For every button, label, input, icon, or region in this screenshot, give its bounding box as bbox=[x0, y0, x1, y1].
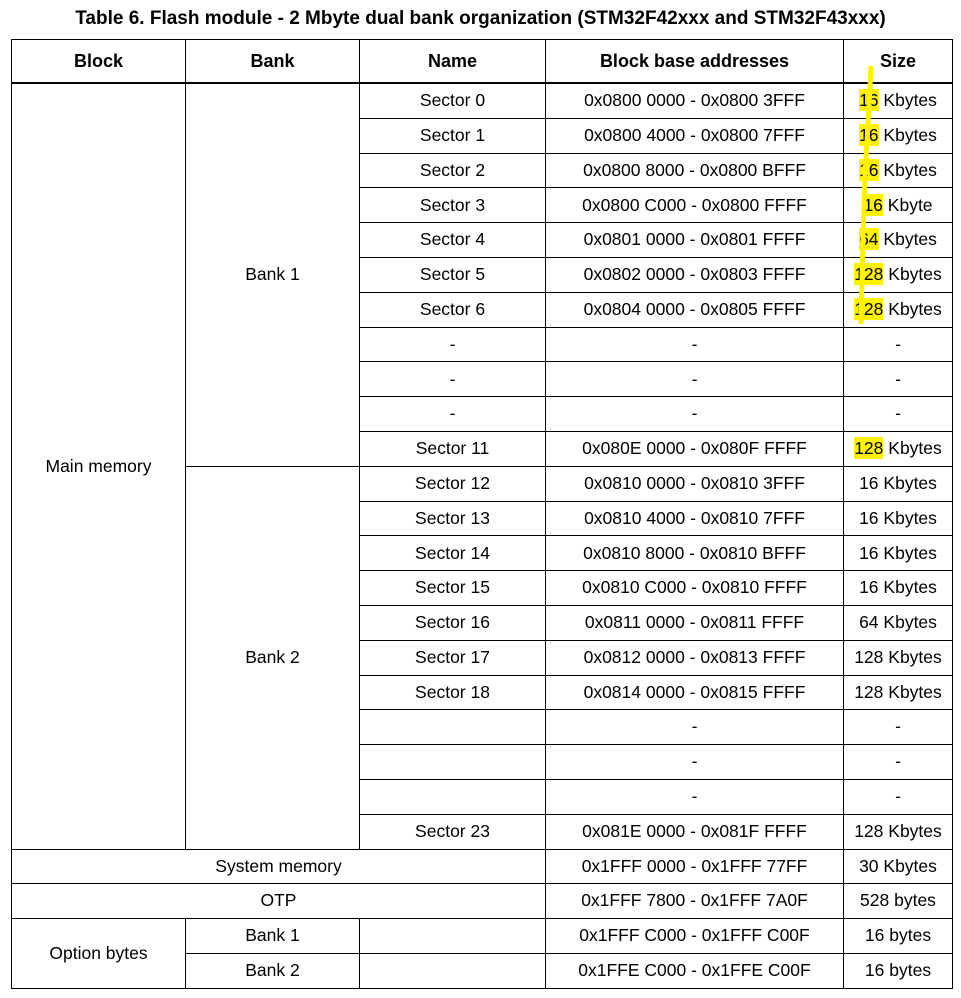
sector-name bbox=[360, 745, 546, 780]
size-number: 16 bbox=[859, 577, 879, 598]
size-number: - bbox=[895, 716, 901, 737]
sector-size bbox=[844, 292, 953, 327]
size-unit: Kbytes bbox=[878, 159, 937, 180]
sector-size bbox=[844, 223, 953, 258]
sector-name bbox=[360, 779, 546, 814]
sector-name: Sector 6 bbox=[360, 292, 546, 327]
option-bytes-size: 16 bytes bbox=[844, 953, 953, 988]
sector-size bbox=[844, 779, 953, 814]
sector-name: - bbox=[360, 397, 546, 432]
size-unit: Kbytes bbox=[878, 124, 937, 145]
size-number: 128 bbox=[854, 264, 884, 285]
size-number: 16 bbox=[859, 159, 879, 180]
sector-name: Sector 13 bbox=[360, 501, 546, 536]
system-memory-row bbox=[12, 849, 953, 884]
sector-size bbox=[844, 466, 953, 501]
sector-name: Sector 14 bbox=[360, 536, 546, 571]
option-bytes-size: 16 bytes bbox=[844, 919, 953, 954]
sector-size bbox=[844, 83, 953, 118]
system-memory-label: System memory bbox=[12, 849, 546, 884]
size-unit: Kbytes bbox=[883, 820, 942, 841]
size-unit: Kbytes bbox=[878, 507, 937, 528]
sector-name: Sector 2 bbox=[360, 153, 546, 188]
sector-address: 0x081E 0000 - 0x081F FFFF bbox=[546, 814, 844, 849]
sector-address: 0x0800 4000 - 0x0800 7FFF bbox=[546, 118, 844, 153]
sector-address: 0x0810 C000 - 0x0810 FFFF bbox=[546, 571, 844, 606]
sector-name: Sector 4 bbox=[360, 223, 546, 258]
size-unit: Kbytes bbox=[878, 472, 937, 493]
size-number: 128 bbox=[854, 646, 884, 667]
size-unit: Kbytes bbox=[883, 264, 942, 285]
sector-name: - bbox=[360, 362, 546, 397]
block-main-memory: Main memory bbox=[12, 83, 186, 849]
sector-size bbox=[844, 675, 953, 710]
sector-size bbox=[844, 118, 953, 153]
option-bytes-address: 0x1FFF C000 - 0x1FFF C00F bbox=[546, 919, 844, 954]
sector-address: 0x0800 8000 - 0x0800 BFFF bbox=[546, 153, 844, 188]
sector-name: Sector 12 bbox=[360, 466, 546, 501]
sector-address: 0x0814 0000 - 0x0815 FFFF bbox=[546, 675, 844, 710]
sector-size bbox=[844, 571, 953, 606]
size-number: 64 bbox=[859, 612, 879, 633]
sector-size bbox=[844, 188, 953, 223]
size-unit: Kbytes bbox=[878, 229, 937, 250]
sector-name: Sector 5 bbox=[360, 257, 546, 292]
sector-name: Sector 23 bbox=[360, 814, 546, 849]
sector-address: - bbox=[546, 745, 844, 780]
sector-address: 0x0812 0000 - 0x0813 FFFF bbox=[546, 640, 844, 675]
sector-name: Sector 18 bbox=[360, 675, 546, 710]
size-unit: Kbyte bbox=[882, 194, 933, 215]
sector-name: Sector 11 bbox=[360, 431, 546, 466]
option-bytes-bank-2: Bank 2 bbox=[186, 953, 360, 988]
sector-size bbox=[844, 397, 953, 432]
size-number: - bbox=[895, 333, 901, 354]
sector-address: 0x0804 0000 - 0x0805 FFFF bbox=[546, 292, 844, 327]
sector-address: - bbox=[546, 710, 844, 745]
size-number: 16 bbox=[863, 194, 883, 215]
sector-address: - bbox=[546, 362, 844, 397]
otp-row bbox=[12, 884, 953, 919]
size-number: - bbox=[895, 368, 901, 389]
header-addresses: Block base addresses bbox=[546, 40, 844, 84]
size-number: - bbox=[895, 786, 901, 807]
sector-address: 0x0801 0000 - 0x0801 FFFF bbox=[546, 223, 844, 258]
sector-address: 0x080E 0000 - 0x080F FFFF bbox=[546, 431, 844, 466]
option-bytes-address: 0x1FFE C000 - 0x1FFE C00F bbox=[546, 953, 844, 988]
sector-name: Sector 16 bbox=[360, 605, 546, 640]
size-unit: Kbytes bbox=[883, 298, 942, 319]
size-unit: Kbytes bbox=[878, 542, 937, 563]
option-bytes-label: Option bytes bbox=[12, 919, 186, 989]
sector-name: Sector 1 bbox=[360, 118, 546, 153]
size-unit: Kbytes bbox=[883, 438, 942, 459]
size-unit: Kbytes bbox=[878, 90, 937, 111]
sector-size bbox=[844, 536, 953, 571]
sector-address: 0x0800 0000 - 0x0800 3FFF bbox=[546, 83, 844, 118]
system-memory-address: 0x1FFF 0000 - 0x1FFF 77FF bbox=[546, 849, 844, 884]
option-bytes-name-empty bbox=[360, 919, 546, 954]
sector-name: Sector 17 bbox=[360, 640, 546, 675]
sector-address: - bbox=[546, 779, 844, 814]
sector-address: 0x0800 C000 - 0x0800 FFFF bbox=[546, 188, 844, 223]
size-number: - bbox=[895, 751, 901, 772]
sector-size bbox=[844, 814, 953, 849]
flash-organization-table bbox=[11, 39, 953, 989]
header-row bbox=[12, 40, 953, 84]
sector-address: - bbox=[546, 327, 844, 362]
table-row bbox=[12, 83, 953, 118]
size-number: 64 bbox=[859, 229, 879, 250]
sector-name bbox=[360, 710, 546, 745]
size-number: 128 bbox=[854, 298, 884, 319]
header-size: Size bbox=[844, 40, 953, 84]
bank-2-cell: Bank 2 bbox=[186, 466, 360, 849]
sector-size bbox=[844, 501, 953, 536]
sector-size bbox=[844, 640, 953, 675]
size-number: 16 bbox=[859, 542, 879, 563]
sector-address: 0x0810 8000 - 0x0810 BFFF bbox=[546, 536, 844, 571]
sector-name: Sector 3 bbox=[360, 188, 546, 223]
sector-size bbox=[844, 710, 953, 745]
bank-1-cell: Bank 1 bbox=[186, 83, 360, 466]
size-unit: Kbytes bbox=[883, 681, 942, 702]
system-memory-size: 30 Kbytes bbox=[844, 849, 953, 884]
size-unit: Kbytes bbox=[883, 646, 942, 667]
sector-size bbox=[844, 431, 953, 466]
size-number: - bbox=[895, 403, 901, 424]
size-number: 16 bbox=[859, 507, 879, 528]
sector-size bbox=[844, 745, 953, 780]
size-number: 128 bbox=[854, 681, 884, 702]
size-number: 16 bbox=[859, 90, 879, 111]
sector-address: 0x0810 4000 - 0x0810 7FFF bbox=[546, 501, 844, 536]
option-bytes-bank-1: Bank 1 bbox=[186, 919, 360, 954]
header-bank: Bank bbox=[186, 40, 360, 84]
sector-name: Sector 15 bbox=[360, 571, 546, 606]
option-bytes-name-empty bbox=[360, 953, 546, 988]
sector-address: - bbox=[546, 397, 844, 432]
sector-address: 0x0802 0000 - 0x0803 FFFF bbox=[546, 257, 844, 292]
sector-name: Sector 0 bbox=[360, 83, 546, 118]
sector-size bbox=[844, 327, 953, 362]
sector-name: - bbox=[360, 327, 546, 362]
table-title: Table 6. Flash module - 2 Mbyte dual bank organization (STM32F42xxx and STM32F43xxx) bbox=[75, 8, 886, 29]
option-bytes-row bbox=[12, 919, 953, 954]
sector-size bbox=[844, 605, 953, 640]
otp-label: OTP bbox=[12, 884, 546, 919]
size-number: 16 bbox=[859, 472, 879, 493]
sector-size bbox=[844, 153, 953, 188]
header-name: Name bbox=[360, 40, 546, 84]
size-number: 128 bbox=[854, 438, 884, 459]
sector-size bbox=[844, 362, 953, 397]
sector-size bbox=[844, 257, 953, 292]
table-body bbox=[12, 83, 953, 988]
sector-address: 0x0811 0000 - 0x0811 FFFF bbox=[546, 605, 844, 640]
otp-address: 0x1FFF 7800 - 0x1FFF 7A0F bbox=[546, 884, 844, 919]
size-number: 128 bbox=[854, 820, 884, 841]
size-unit: Kbytes bbox=[878, 577, 937, 598]
otp-size: 528 bytes bbox=[844, 884, 953, 919]
size-unit: Kbytes bbox=[878, 612, 937, 633]
sector-address: 0x0810 0000 - 0x0810 3FFF bbox=[546, 466, 844, 501]
header-block: Block bbox=[12, 40, 186, 84]
size-number: 16 bbox=[859, 124, 879, 145]
